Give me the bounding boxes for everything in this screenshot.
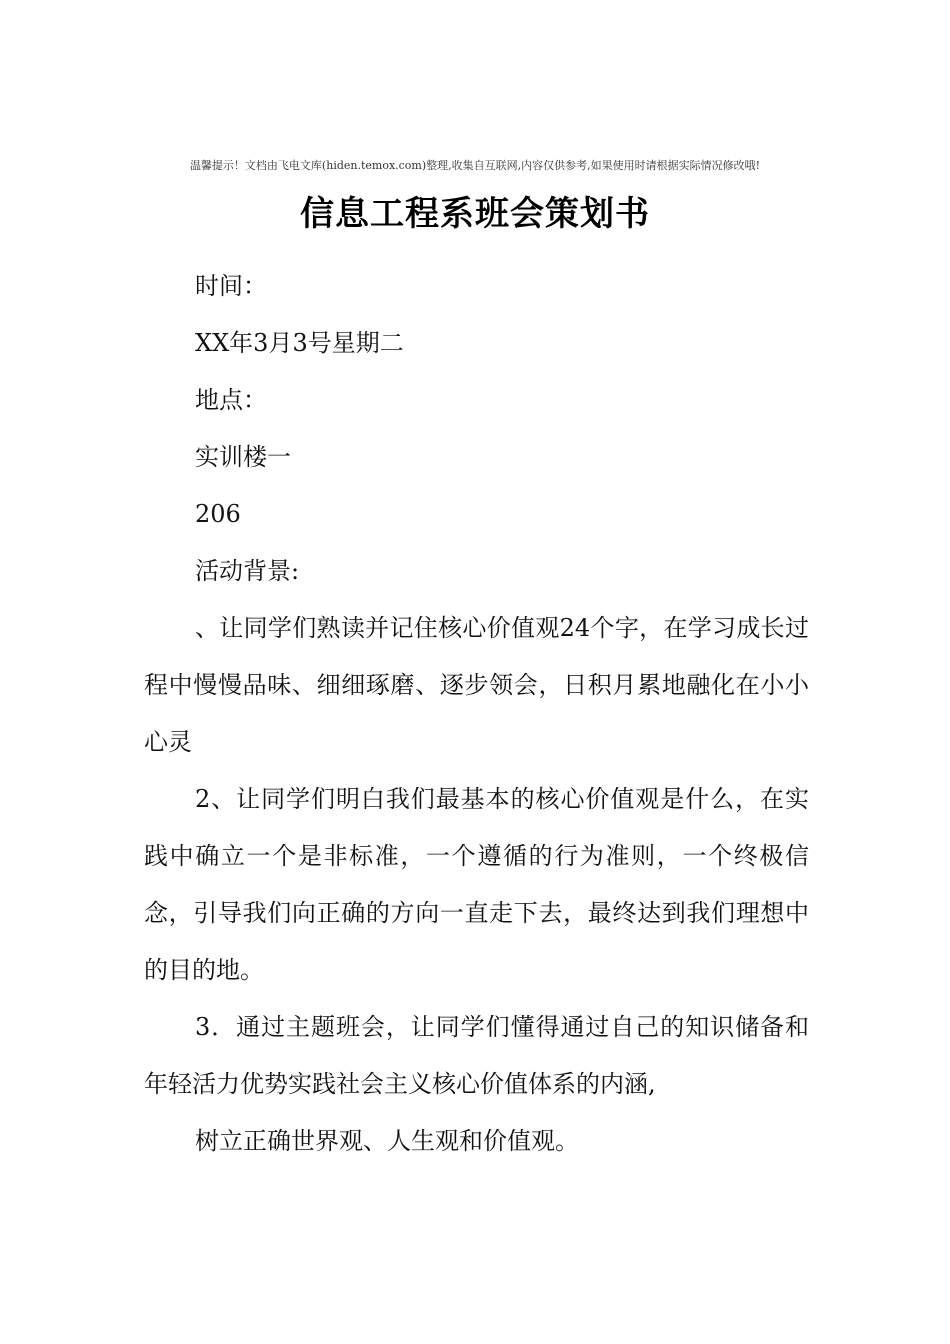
document-title: 信息工程系班会策划书 (300, 194, 650, 234)
time-label: 时间： (195, 272, 267, 300)
document-body (144, 258, 809, 1170)
download-notice: 温馨提示！文档由飞电文库(hiden.temox.com)整理,收集自互联网,内容仅供参考,如果使用时请根据实际情况修改哦! (189, 159, 761, 172)
background-label: 活动背景: (195, 557, 300, 585)
background-item-3-continued: 树立正确世界观、人生观和价值观。 (195, 1127, 579, 1155)
time-value: XX年3月3号星期二 (195, 329, 404, 357)
background-item-1: 、让同学们熟读并记住核心价值观24个字，在学习成长过程中慢慢品味、细细琢磨、逐步领会，日积月累地融化在小小心灵 (144, 614, 809, 756)
location-building: 实训楼一 (195, 443, 291, 471)
background-item-2: 2、让同学们明白我们最基本的核心价值观是什么，在实践中确立一个是非标准，一个遵循的行为准则，一个终极信念，引导我们向正确的方向一直走下去，最终达到我们理想中的目的地。 (144, 785, 809, 984)
location-room: 206 (195, 500, 241, 528)
background-item-3: 3．通过主题班会，让同学们懂得通过自己的知识储备和年轻活力优势实践社会主义核心价值体系的内涵, (144, 1013, 809, 1098)
location-label: 地点： (195, 386, 267, 414)
